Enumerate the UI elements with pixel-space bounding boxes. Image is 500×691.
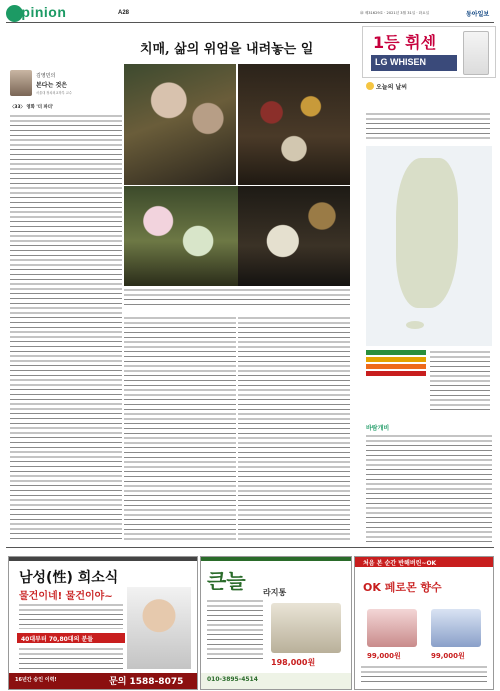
ad-ok-pheromone[interactable] (354, 556, 494, 690)
photo-film-still (124, 64, 236, 185)
ad-keunteul-brand: 큰늘 (207, 569, 246, 593)
caption-lines (124, 288, 350, 308)
ad-mens-approval: 16년간 승인 이력! (15, 677, 57, 683)
bar-very-bad (366, 371, 426, 376)
photo-flowers (124, 186, 238, 286)
whisen-tagline: 1등 휘센 (373, 33, 437, 52)
whisen-product-image (463, 31, 489, 75)
ad-mens-body (19, 603, 123, 629)
ad-ok-banner-text: 처음 본 순간 반해버린~OK (363, 560, 437, 567)
headline: 치매, 삶의 위엄을 내려놓는 일 (140, 42, 314, 57)
article-column-3 (238, 316, 350, 542)
ad-keunteul-sub: 라지통 (263, 588, 287, 597)
ad-mens-phone: 문의 1588-8075 (109, 677, 184, 687)
columnist-photo (10, 70, 32, 96)
ad-ok-brand: OK 페로몬 향수 (363, 581, 442, 594)
ad-mens-health[interactable] (8, 556, 198, 690)
korea-map-shape (396, 158, 458, 308)
columnist-name: 김영민의 (36, 73, 56, 79)
ad-mens-badge-text: 40대부터 70,80대의 분들 (21, 636, 94, 643)
ad-ok-footer-text (361, 665, 487, 685)
whisen-brand: LG WHISEN (375, 57, 426, 67)
ad-mens-portrait (127, 587, 191, 669)
ad-mens-details (19, 647, 123, 669)
bar-normal (366, 357, 426, 362)
photo-vanitas-painting (238, 64, 350, 185)
article-column-1 (10, 114, 122, 542)
ads-top-rule (6, 547, 494, 548)
section-logo (6, 4, 76, 24)
section-title: Opinion (10, 4, 67, 20)
jeju-island-shape (406, 321, 424, 329)
page-number: A28 (118, 10, 130, 16)
windmill-column-text (366, 434, 492, 542)
ad-ok-price-left: 99,000원 (367, 652, 401, 660)
bar-bad (366, 364, 426, 369)
date-line: ㊹ 제31629호 · 2021년 3월 31일 · 화요일 (360, 11, 430, 15)
ad-mens-header (9, 557, 197, 561)
ad-ok-product-right (431, 609, 481, 647)
paper-name: 동아일보 (466, 12, 490, 18)
weather-sun-icon (366, 82, 374, 90)
weather-map (366, 146, 492, 346)
ad-mens-headline: 남성(性) 희소식 (19, 570, 119, 586)
article-column-2 (124, 316, 236, 542)
ad-keunteul[interactable] (200, 556, 352, 690)
bar-good (366, 350, 426, 355)
weather-detail-text (430, 350, 490, 410)
masthead-rule (6, 22, 494, 23)
ad-ok-product-left (367, 609, 417, 647)
air-quality-bars (366, 350, 426, 380)
ad-ok-price-right: 99,000원 (431, 652, 465, 660)
ad-mens-subhead: 물건이네! 물건이야~ (19, 591, 113, 602)
photo-caption (124, 288, 350, 308)
column-subtitle: 〈33〉 영화 '더 파더' (10, 105, 54, 110)
ad-keunteul-header (201, 557, 351, 561)
column-title: 본다는 것은 (36, 82, 68, 89)
columnist-affiliation: 서울대 정치외교학부 교수 (36, 91, 72, 95)
ad-keunteul-price: 198,000원 (271, 658, 316, 667)
ad-keunteul-product (271, 603, 341, 653)
weather-title: 오늘의 날씨 (376, 84, 408, 91)
photo-skull-still-life (238, 186, 350, 286)
ad-lg-whisen[interactable] (362, 26, 496, 78)
ad-keunteul-phone: 010-3895-4514 (207, 676, 258, 683)
ad-keunteul-body (207, 599, 263, 661)
windmill-column-title: 바람개비 (366, 425, 390, 432)
weather-summary-text (366, 112, 490, 142)
